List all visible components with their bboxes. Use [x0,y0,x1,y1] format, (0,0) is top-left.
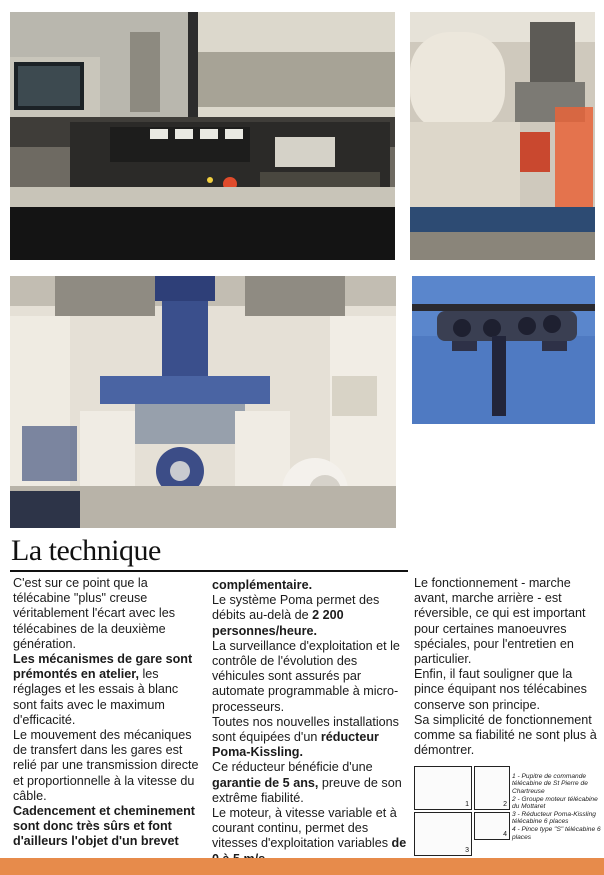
legend-item: 4 - Pince type "S" télécabine 6 places [512,826,601,841]
grip-photo [412,276,595,424]
paragraph: Cadencement et cheminement sont donc très sûrs et font d'ailleurs l'objet d'un brevet [13,804,195,849]
grid-number: 4 [503,831,507,838]
grid-cell-1 [414,766,472,810]
grid-cell-2 [474,766,510,810]
photo-index-grid [414,766,510,856]
grid-cell-3 [414,812,472,856]
legend-item: 2 - Groupe moteur télécabine du Mottaret [512,795,598,811]
legend-item: 3 - Réducteur Poma-Kissling télécabine 6 places [512,811,596,826]
page-title: La technique [11,534,161,567]
paragraph: La surveillance d'exploitation et le contrôle de l'évolution des véhicules sont assurés par automate programmable à micro-processeurs. [212,638,400,714]
paragraph: Sa simplicité de fonctionnement comme sa fiabilité ne sont plus à démontrer. [414,712,597,758]
photo-legend [512,773,604,842]
paragraph: Les mécanismes de gare sont prémontés en atelier, les réglages et les essais à blanc sont faits avec le maximum d'efficacité. [13,652,193,727]
text-column-3 [414,576,600,758]
grid-cell-4 [474,812,510,840]
paragraph: Enfin, il faut souligner que la pince équipant nos télécabines conserve son principe. [414,667,587,712]
paragraph: C'est sur ce point que la télécabine "plus" creuse véritablement l'écart avec les télécabines de la deuxième génération. [13,576,175,651]
text-column-2 [212,578,410,867]
paragraph: Le mouvement des mécaniques de transfert dans les gares est relié par une transmission directe et proportionnelle à la vitesse du câble. [13,728,199,803]
motor-photo [410,12,595,260]
reducer-photo [10,276,396,528]
text-column-1 [13,576,203,850]
title-rule [10,570,408,572]
footer-band [0,858,604,875]
grid-number: 3 [465,847,469,854]
control-room-photo [10,12,395,260]
paragraph: Le système Poma permet des débits au-delà de 2 200 personnes/heure. [212,593,380,638]
paragraph: Le fonctionnement - marche avant, marche arrière - est réversible, ce qui est important pour certaines manoeuvres spéciales, pour l'entretien en particulier. [414,576,586,667]
legend-item: 1 - Pupitre de commande télécabine de St Pierre de Chartreuse [512,773,588,795]
paragraph: complémentaire. [212,578,313,592]
paragraph: Le moteur, à vitesse variable et à courant continu, permet des vitesses d'exploitation variables de [212,806,407,851]
grid-number: 2 [503,801,507,808]
paragraph: Toutes nos nouvelles installations sont équipées d'un réducteur Poma-Kissling. [212,714,399,760]
grid-number: 1 [465,801,469,808]
paragraph: Ce réducteur bénéficie d'une garantie de 5 ans, preuve de son extrême fiabilité. [212,760,402,805]
